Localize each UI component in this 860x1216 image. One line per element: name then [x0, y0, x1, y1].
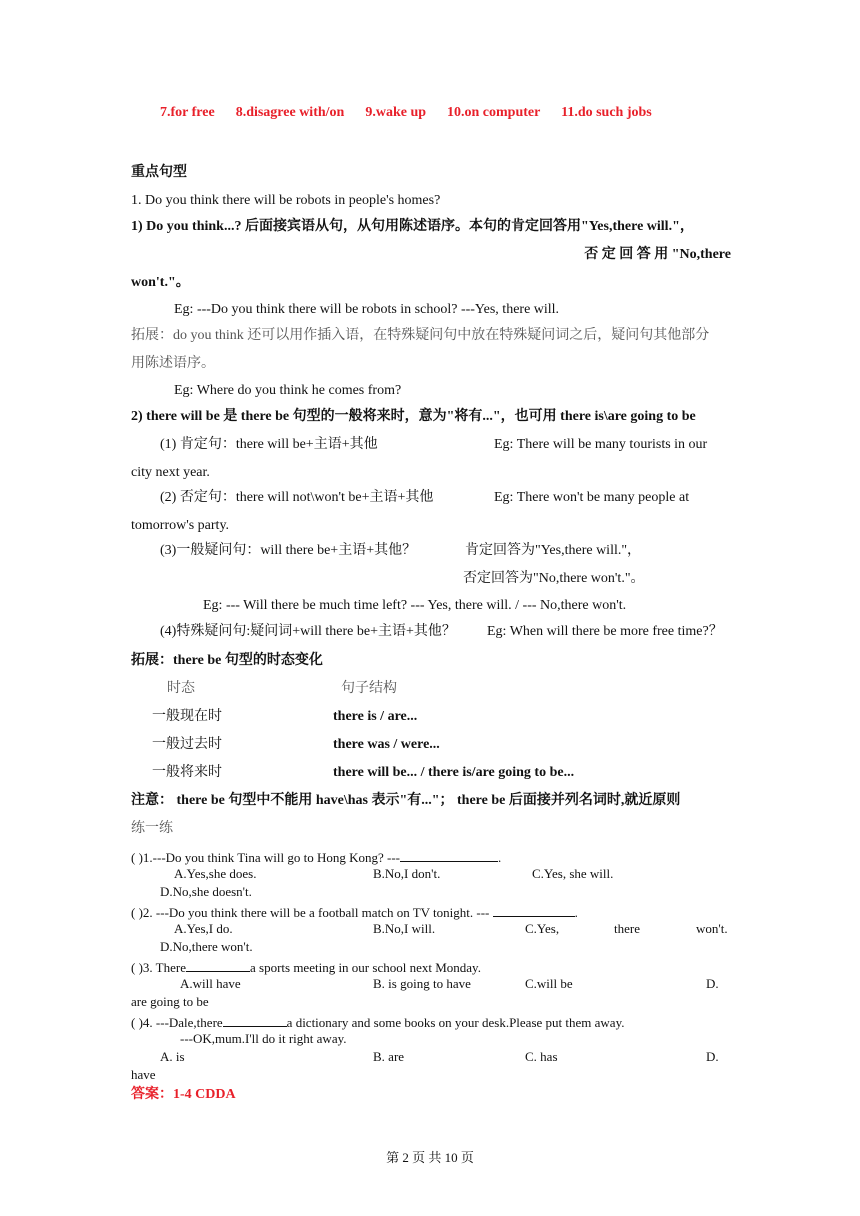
point-1-line-a: 1) Do you think...? 后面接宾语从句，从句用陈述语序。本句的肯定回答用"Yes,there will."， [131, 219, 694, 234]
q2-option-c: C.Yes, [525, 921, 560, 936]
rule-4-label: (4)特殊疑问句:疑问词+will there be+主语+其他？ [160, 624, 456, 639]
q2-option-a: A.Yes,I do. [174, 921, 233, 936]
question-3-stem: ( )3. There [131, 960, 186, 975]
question-4-reply: ---OK,mum.I'll do it right away. [180, 1031, 347, 1046]
phrase-11: 11.do such jobs [561, 105, 652, 120]
q4-option-c: C. has [525, 1049, 558, 1064]
structure-header: 句子结构 [341, 681, 397, 696]
tense-row-past: 一般过去时 [152, 737, 222, 752]
question-3 [131, 958, 481, 976]
q2-option-c-there: there [614, 921, 640, 936]
answer-blank[interactable] [223, 1013, 287, 1027]
q3-option-a: A.will have [180, 976, 241, 991]
question-3-end: a sports meeting in our school next Monday. [249, 960, 481, 975]
rule-3-example: Eg: --- Will there be much time left? --- Yes, there will. / --- No,there won't. [203, 598, 627, 613]
structure-row-future: there will be... / there is/are going to be... [333, 765, 575, 780]
phrase-10: 10.on computer [447, 105, 541, 120]
rule-3-label: (3)一般疑问句：will there be+主语+其他？ [160, 543, 417, 558]
question-4-end: a dictionary and some books on your desk.Please put them away. [286, 1015, 625, 1030]
q1-option-d: D.No,she doesn't. [160, 884, 252, 899]
q3-option-d: D. [706, 976, 719, 991]
q4-option-a: A. is [160, 1049, 185, 1064]
rule-1-example: Eg: There will be many tourists in our [494, 437, 708, 452]
question-1-end: . [498, 850, 502, 865]
point-1-line-c: won't."。 [131, 275, 190, 290]
question-2-end: . [574, 905, 578, 920]
example-2: Eg: Where do you think he comes from? [174, 383, 402, 398]
q1-option-c: C.Yes, she will. [532, 866, 614, 881]
tense-header: 时态 [167, 681, 195, 696]
structure-row-present: there is / are... [333, 709, 418, 724]
question-1-stem: ( )1.---Do you think Tina will go to Hong Kong? --- [131, 850, 401, 865]
rule-1-example-cont: city next year. [131, 465, 210, 480]
q3-option-b: B. is going to have [373, 976, 471, 991]
tense-row-future: 一般将来时 [152, 765, 222, 780]
question-4 [131, 1013, 624, 1031]
practice-title: 练一练 [131, 821, 173, 836]
q4-option-d: D. [706, 1049, 719, 1064]
extension-1-line-b: 用陈述语序。 [131, 356, 215, 371]
phrase-line [160, 105, 652, 122]
extension-1-text: 拓展：do you think 还可以用作插入语，在特殊疑问句中放在特殊疑问词之后，疑问句其他部分 [131, 328, 710, 343]
q3-option-c: C.will be [525, 976, 573, 991]
tense-row-present: 一般现在时 [152, 709, 222, 724]
q2-option-b: B.No,I will. [373, 921, 436, 936]
extension-2: 拓展：there be 句型的时态变化 [131, 653, 323, 668]
q4-option-d-text: have [131, 1067, 156, 1082]
question-4-stem: ( )4. ---Dale,there [131, 1015, 223, 1030]
phrase-7: 7.for free [160, 105, 215, 120]
q1-option-a: A.Yes,she does. [174, 866, 257, 881]
rule-1-label: (1) 肯定句：there will be+主语+其他 [160, 437, 378, 452]
q4-option-b: B. are [373, 1049, 405, 1064]
q1-option-b: B.No,I don't. [373, 866, 441, 881]
rule-4-example: Eg: When will there be more free time?？ [487, 624, 723, 639]
rule-2-label: (2) 否定句：there will not\won't be+主语+其他 [160, 490, 434, 505]
question-1 [131, 848, 501, 866]
q2-option-d: D.No,there won't. [160, 939, 253, 954]
example-1: Eg: ---Do you think there will be robots in school? ---Yes, there will. [174, 302, 560, 317]
note: 注意： there be 句型中不能用 have\has 表示"有..."； there be 后面接并列名词时,就近原则 [131, 793, 681, 808]
answer-blank[interactable] [493, 903, 575, 917]
point-2: 2) there will be 是 there be 句型的一般将来时，意为"将有..."，也可用 there is\are going to be [131, 409, 696, 424]
answer-blank[interactable] [400, 848, 498, 862]
phrase-8: 8.disagree with/on [235, 105, 345, 120]
section-title: 重点句型 [131, 165, 187, 180]
q3-option-d-text: are going to be [131, 994, 209, 1009]
rule-2-example-cont: tomorrow's party. [131, 518, 230, 533]
answer-key: 答案：1-4 CDDA [131, 1087, 236, 1102]
point-1-line-b: 否 定 回 答 用 "No,there [584, 247, 731, 262]
page-footer: 第 2 页 共 10 页 [386, 1150, 474, 1165]
q2-option-c-wont: won't. [696, 921, 728, 936]
sentence-1: 1. Do you think there will be robots in people's homes? [131, 193, 441, 208]
rule-2-example: Eg: There won't be many people at [494, 490, 690, 505]
phrase-9: 9.wake up [365, 105, 427, 120]
question-2-stem: ( )2. ---Do you think there will be a football match on TV tonight. --- [131, 905, 493, 920]
structure-row-past: there was / were... [333, 737, 440, 752]
rule-3-yes: 肯定回答为"Yes,there will."， [465, 543, 642, 558]
rule-3-no: 否定回答为"No,there won't."。 [463, 571, 645, 586]
question-2 [131, 903, 578, 921]
answer-blank[interactable] [186, 958, 250, 972]
extension-1-line-a [131, 328, 709, 345]
